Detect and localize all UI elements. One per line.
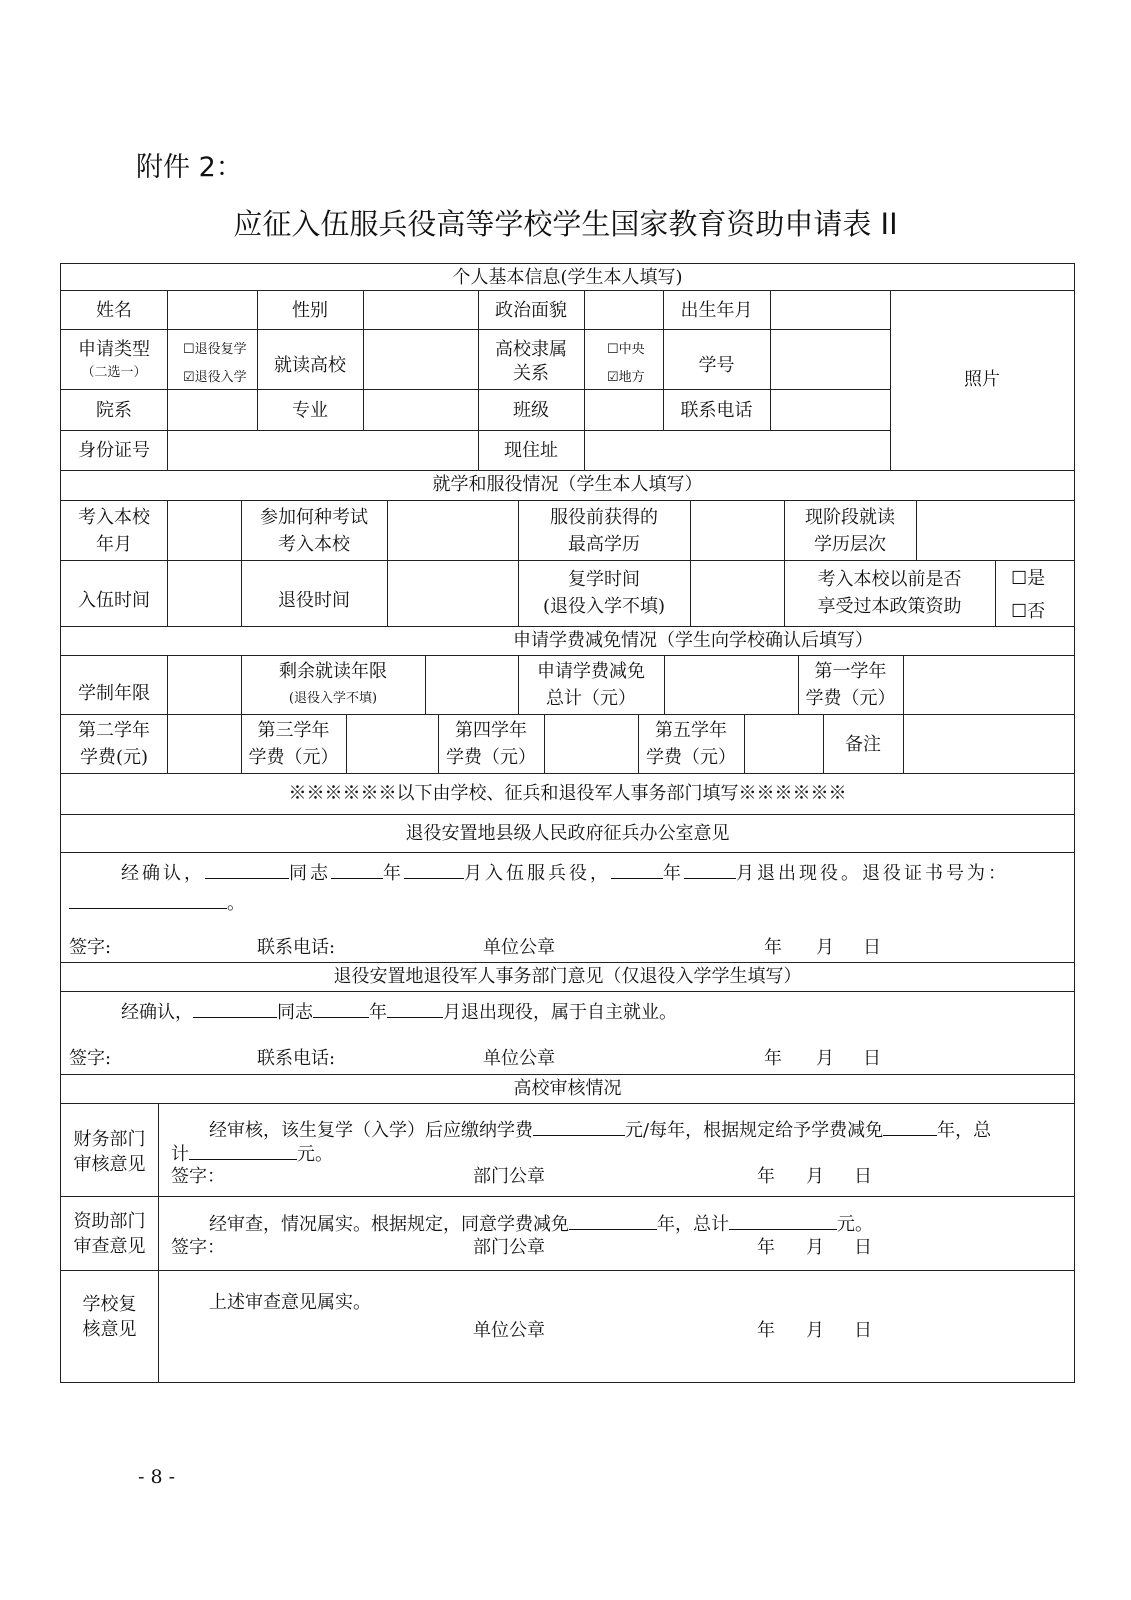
recruit-office-seal: 单位公章 [483, 937, 555, 958]
label-school-review-2: 核意见 [82, 1319, 137, 1340]
checkbox-tuiyi-fuxue[interactable]: ☐退役复学 [183, 342, 247, 357]
school-review-day: 日 [854, 1320, 872, 1341]
label-year1-1: 第一学年 [814, 661, 887, 682]
recruit-office-statement: 经确认， 同志 年 月入伍服兵役， 年 月退出现役。退役证书号为： [121, 858, 1009, 887]
label-affiliation-2: 关系 [513, 363, 549, 384]
label-school: 就读高校 [274, 355, 346, 376]
checkbox-central[interactable]: ☐中央 [607, 342, 645, 357]
label-name: 姓名 [96, 300, 132, 321]
label-address: 现住址 [504, 440, 558, 461]
label-phone: 联系电话 [680, 400, 753, 421]
veterans-affairs-statement: 经确认， 同志 年 月退出现役，属于自主就业。 [121, 997, 677, 1026]
label-year4-2: 学费（元） [446, 747, 536, 768]
finance-seal: 部门公章 [473, 1166, 545, 1187]
section-veterans-affairs-header: 退役安置地退役军人事务部门意见（仅退役入学学生填写） [333, 966, 802, 987]
finance-statement: 经审核，该生复学（入学）后应缴纳学费 元/每年，根据规定给予学费减免 年，总 [209, 1115, 991, 1144]
label-resume-2: (退役入学不填) [542, 596, 666, 617]
recruit-office-phone: 联系电话: [257, 937, 336, 958]
checkbox-tuiyi-ruxue[interactable]: ☑退役入学 [183, 370, 247, 385]
label-aid-1: 资助部门 [73, 1211, 146, 1232]
label-year4-1: 第四学年 [455, 720, 527, 741]
school-review-year: 年 [757, 1320, 775, 1341]
label-year2-2: 学费(元) [79, 747, 149, 768]
recruit-office-sign: 签字: [69, 937, 112, 958]
section-recruit-office-header: 退役安置地县级人民政府征兵办公室意见 [405, 823, 730, 844]
label-affiliation-1: 高校隶属 [495, 339, 567, 360]
finance-month: 月 [806, 1166, 824, 1187]
label-birth: 出生年月 [680, 300, 753, 321]
form-title: 应征入伍服兵役高等学校学生国家教育资助申请表 II [233, 207, 898, 241]
veterans-affairs-month: 月 [816, 1048, 834, 1069]
aid-seal: 部门公章 [473, 1237, 545, 1258]
label-political: 政治面貌 [495, 300, 567, 321]
label-id-no: 身份证号 [78, 440, 150, 461]
section-personal-header: 个人基本信息(学生本人填写) [452, 267, 683, 288]
label-gender: 性别 [292, 300, 328, 321]
label-remark: 备注 [845, 734, 881, 755]
label-length: 学制年限 [78, 683, 150, 704]
label-level-2: 学历层次 [814, 534, 886, 555]
label-exam-1: 参加何种考试 [260, 507, 368, 528]
aid-month: 月 [806, 1237, 824, 1258]
checkbox-no[interactable]: ☐否 [1011, 601, 1046, 622]
label-edu-1: 服役前获得的 [550, 507, 658, 528]
section-tuition-header: 申请学费减免情况（学生向学校确认后填写） [513, 630, 873, 651]
aid-day: 日 [854, 1237, 872, 1258]
finance-sign: 签字： [171, 1166, 225, 1187]
label-level-1: 现阶段就读 [805, 507, 895, 528]
label-finance-2: 审核意见 [73, 1154, 146, 1175]
label-prior-1: 考入本校以前是否 [817, 569, 962, 590]
label-edu-2: 最高学历 [568, 534, 640, 555]
veterans-affairs-sign: 签字: [69, 1048, 112, 1069]
label-school-review-1: 学校复 [82, 1294, 137, 1315]
label-student-id: 学号 [698, 355, 735, 376]
label-enroll-2: 年月 [96, 534, 132, 555]
label-apply-type: 申请类型 [78, 339, 150, 360]
aid-sign: 签字： [171, 1237, 225, 1258]
veterans-affairs-year: 年 [764, 1048, 782, 1069]
school-review-month: 月 [806, 1320, 824, 1341]
label-year3-2: 学费（元） [248, 747, 339, 768]
recruit-office-month: 月 [816, 937, 834, 958]
label-exam-2: 考入本校 [278, 534, 350, 555]
apply-type-note: （二选一） [81, 365, 147, 380]
label-dept: 院系 [96, 400, 132, 421]
checkbox-local[interactable]: ☑地方 [607, 370, 645, 385]
label-photo: 照片 [964, 369, 1000, 390]
recruit-office-cert-line: 。 [69, 888, 245, 917]
attachment-label: 附件 2： [136, 152, 243, 183]
checkbox-yes[interactable]: ☐是 [1011, 568, 1046, 589]
school-review-seal: 单位公章 [473, 1320, 545, 1341]
veterans-affairs-phone: 联系电话: [257, 1048, 336, 1069]
label-year5-1: 第五学年 [655, 720, 727, 741]
official-use-divider: ※※※※※※以下由学校、征兵和退役军人事务部门填写※※※※※※ [288, 783, 847, 804]
label-total-1: 申请学费减免 [537, 661, 645, 682]
finance-year: 年 [757, 1166, 775, 1187]
veterans-affairs-seal: 单位公章 [483, 1048, 555, 1069]
finance-total-line: 计 元。 [171, 1139, 333, 1168]
application-form [60, 263, 1075, 1383]
label-total-2: 总计（元） [546, 688, 636, 709]
section-university-review-header: 高校审核情况 [513, 1078, 622, 1099]
label-major: 专业 [292, 400, 328, 421]
recruit-office-day: 日 [863, 937, 881, 958]
label-prior-2: 享受过本政策资助 [817, 596, 962, 617]
label-year3-1: 第三学年 [257, 720, 330, 741]
label-resume-1: 复学时间 [568, 569, 640, 590]
label-year1-2: 学费（元） [805, 688, 896, 709]
label-finance-1: 财务部门 [73, 1129, 146, 1150]
label-discharge-time: 退役时间 [278, 590, 350, 611]
section-study-service-header: 就学和服役情况（学生本人填写） [432, 474, 703, 495]
label-aid-2: 审查意见 [73, 1236, 146, 1257]
label-enroll-1: 考入本校 [78, 507, 150, 528]
finance-day: 日 [854, 1166, 872, 1187]
page-number: - 8 - [138, 1466, 176, 1488]
aid-statement: 经审查，情况属实。根据规定，同意学费减免 年，总计 元。 [209, 1209, 873, 1238]
label-remain: 剩余就读年限 [279, 661, 387, 682]
recruit-office-year: 年 [764, 937, 782, 958]
label-class: 班级 [513, 400, 549, 421]
remain-note: (退役入学不填) [288, 691, 378, 706]
veterans-affairs-day: 日 [863, 1048, 881, 1069]
label-enlist-time: 入伍时间 [78, 590, 150, 611]
label-year2-1: 第二学年 [78, 720, 150, 741]
label-year5-2: 学费（元） [646, 747, 736, 768]
aid-year: 年 [757, 1237, 775, 1258]
school-review-statement: 上述审查意见属实。 [209, 1292, 371, 1313]
